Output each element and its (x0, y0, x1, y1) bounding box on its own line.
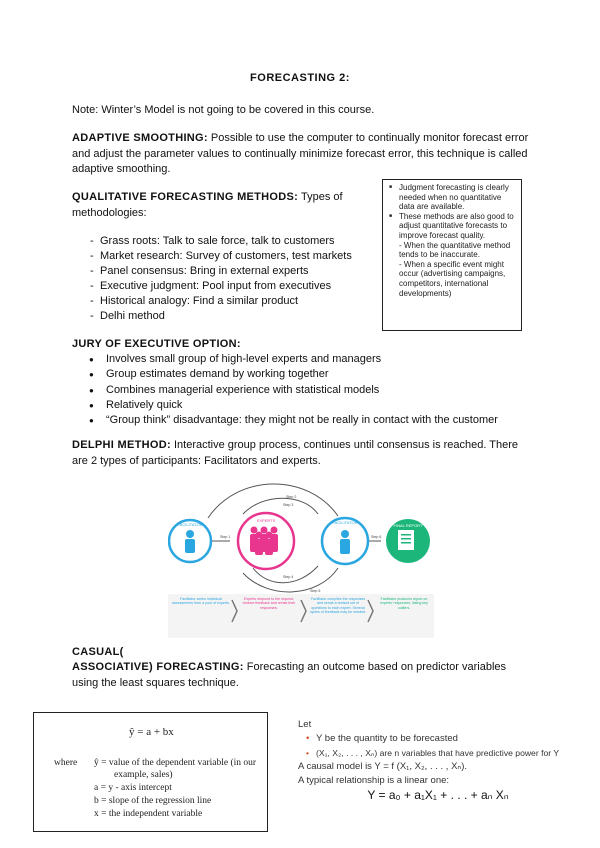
formula-definition: x = the independent variable (94, 809, 203, 819)
person-icon (185, 539, 195, 553)
caption: Facilitator compiles the responses and sends a revised set of questions to each expert. Several cycles of feedback may be needed. (309, 597, 367, 615)
causal-bullet: • Y be the quantity to be forecasted (298, 732, 588, 746)
delphi-diagram (168, 478, 434, 638)
adaptive-heading: ADAPTIVE SMOOTHING: (72, 132, 208, 144)
step-label: Step 5 (310, 589, 321, 593)
list-item: - Historical analogy: Find a similar product (72, 294, 382, 309)
delphi-heading: DELPHI METHOD: (72, 439, 171, 451)
caption: Experts respond to the request, receive feedback and revise their responses. (242, 597, 296, 610)
let-label: Let (298, 719, 312, 730)
formula-definition: b = slope of the regression line (94, 796, 212, 806)
where-label: where (54, 758, 78, 768)
causal-model-block (298, 718, 588, 802)
circle-label: EXPERTS (256, 518, 276, 523)
list-item: - Executive judgment: Pool input from executives (72, 279, 382, 294)
formula-definition: ŷ = value of the dependent variable (in our (94, 758, 257, 768)
person-icon (341, 530, 349, 538)
step-label: Step 6 (371, 535, 382, 539)
sidebox-sub: - When the quantitative method tends to be inaccurate. (399, 240, 511, 260)
person-icon (340, 539, 350, 554)
formula-definition: a = y - axis intercept (94, 783, 172, 793)
caption: Facilitator seeks individual assessments from a pool of experts. (172, 597, 230, 606)
sidebox-bullet: ■ Judgment forecasting is clearly needed when no quantitative data are available. (389, 183, 517, 212)
linear-equation: Y = a₀ + a₁X₁ + . . . + aₙ Xₙ (367, 788, 509, 802)
list-item: ● “Group think” disadvantage: they might not be really in contact with the customer (72, 413, 542, 428)
step-label: Step 2 (286, 495, 297, 499)
step-label: Step 3 (283, 503, 294, 507)
qualitative-paragraph (72, 190, 372, 221)
list-item: ● Group estimates demand by working together (72, 367, 542, 382)
casual-paragraph (72, 660, 532, 691)
qualitative-text: Types of methodologies: (72, 191, 343, 219)
causal-bullet: • (X₁, X₂, . . . , Xₙ) are n variables that have predictive power for Y (298, 746, 588, 760)
list-item: - Delhi method (72, 309, 382, 324)
list-item: - Market research: Survey of customers, test markets (72, 249, 382, 264)
formula-definition: example, sales) (114, 770, 173, 780)
step-label: Step 1 (220, 535, 231, 539)
casual-heading-2: ASSOCIATIVE) FORECASTING: (72, 661, 244, 673)
regression-equation: ŷ = a + bx (129, 726, 174, 738)
qualitative-heading: QUALITATIVE FORECASTING METHODS: (72, 191, 299, 203)
jury-heading: JURY OF EXECUTIVE OPTION: (72, 338, 241, 350)
list-item: ● Combines managerial experience with statistical models (72, 383, 542, 398)
delphi-paragraph (72, 438, 532, 469)
person-icon (186, 530, 194, 538)
list-item: - Panel consensus: Bring in external experts (72, 264, 382, 279)
caption: Facilitator produces report on experts' responses, listing key outliers. (380, 597, 428, 610)
causal-line: A causal model is Y = f (X₁, X₂, . . . , Xₙ). (298, 761, 467, 772)
sidebox-sub: - When a specific event might occur (advertising campaigns, competitors, international developments) (399, 259, 506, 298)
regression-formula-box (33, 712, 268, 832)
jury-list (72, 352, 542, 428)
judgment-note-box (382, 179, 522, 331)
delphi-text: Interactive group process, continues until consensus is reached. There are 2 types of participants: Facilitators and experts. (72, 439, 519, 467)
step-label: Step 4 (283, 575, 294, 579)
experts-group-icon (250, 527, 278, 556)
page-title: FORECASTING 2: (250, 72, 350, 84)
adaptive-text: Possible to use the computer to continually monitor forecast error and adjust the parameter values to continually minimize forecast error, this technique is called adaptive smoothing. (72, 132, 529, 175)
list-item: ● Relatively quick (72, 398, 542, 413)
casual-text: Forecasting an outcome based on predictor variables using the least squares technique. (72, 661, 507, 689)
qualitative-list (72, 234, 382, 324)
adaptive-smoothing-paragraph (72, 131, 532, 178)
list-item: - Grass roots: Talk to sale force, talk to customers (72, 234, 382, 249)
circle-label: FACILITATOR (332, 520, 358, 525)
circle-label: FACILITATOR (177, 522, 203, 527)
list-item: ● Involves small group of high-level experts and managers (72, 352, 542, 367)
note-text: Note: Winter’s Model is not going to be covered in this course. (72, 104, 375, 116)
causal-line: A typical relationship is a linear one: (298, 775, 450, 786)
delphi-diagram-svg (168, 478, 434, 638)
circle-label: FINAL REPORT (393, 523, 423, 528)
casual-heading-1: CASUAL( (72, 646, 124, 658)
sidebox-bullet: ■ These methods are also good to adjust quantitative forecasts to improve forecast quality. (389, 212, 517, 241)
report-icon (398, 530, 414, 550)
